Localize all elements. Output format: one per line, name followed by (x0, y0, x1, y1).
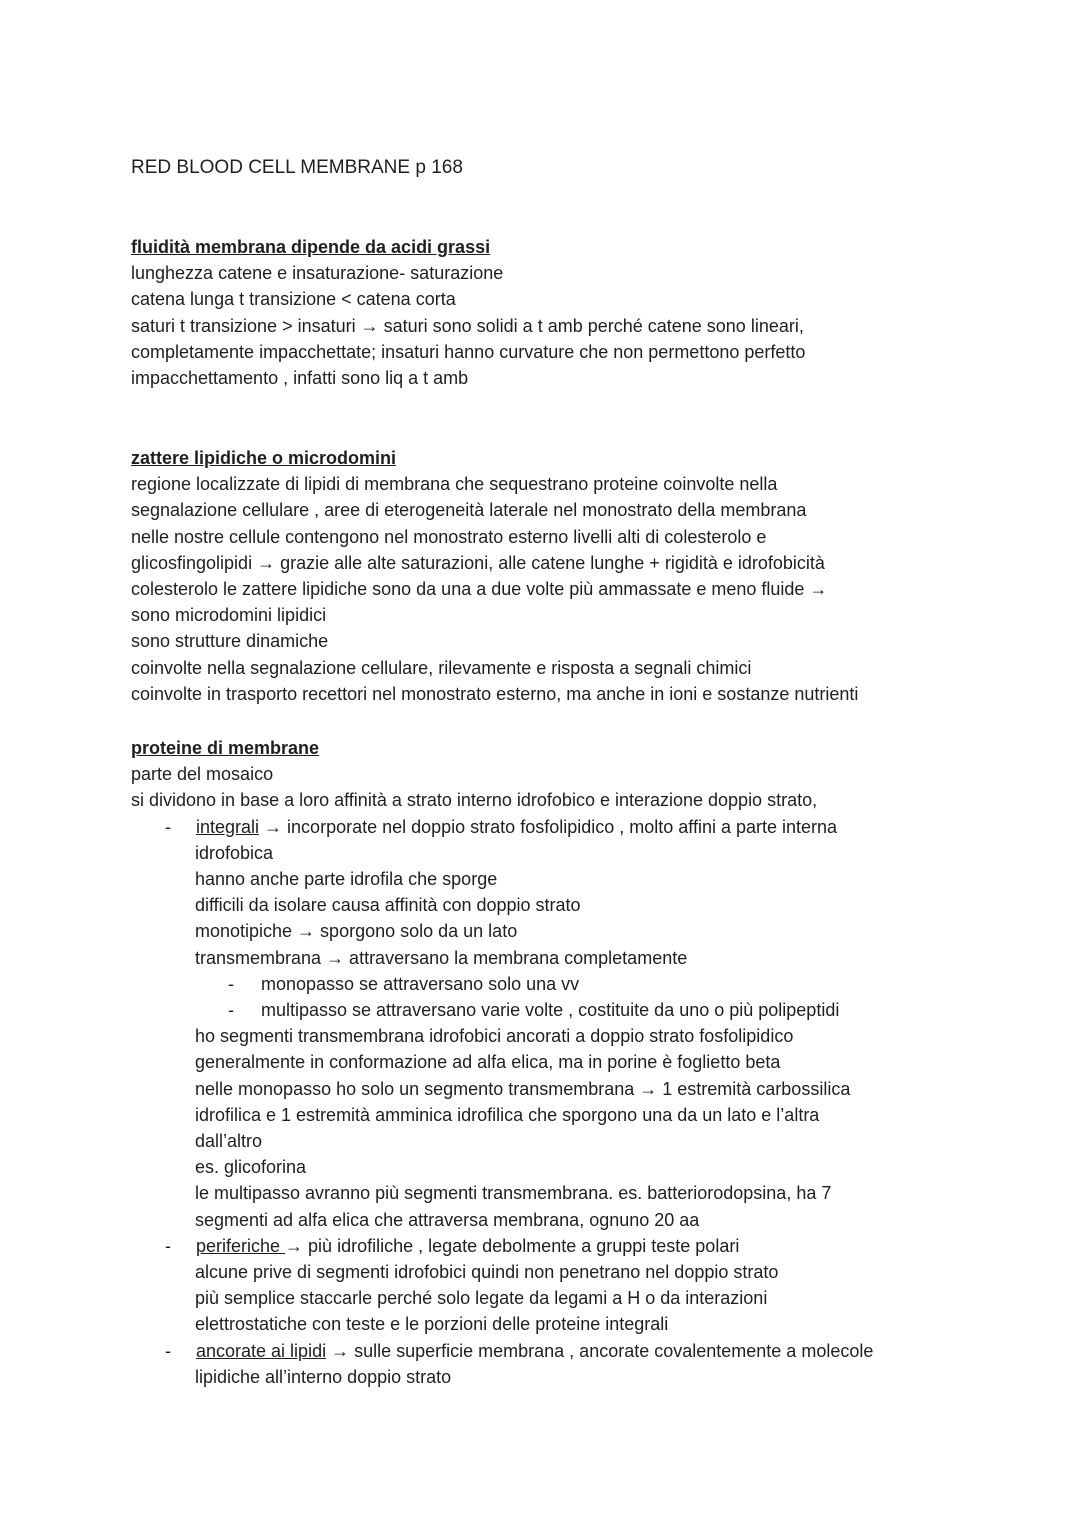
text-line: segnalazione cellulare , aree di eterogeneità laterale nel monostrato della membrana (131, 500, 807, 521)
text-line: colesterolo le zattere lipidiche sono da una a due volte più ammassate e meno fluide → (131, 579, 828, 600)
sub-bullet-multipasso (131, 997, 1011, 1023)
bullet-text: → sulle superficie membrana , ancorate covalentemente a molecole (326, 1340, 874, 1361)
sub-bullet-text: monopasso se attraversano solo una vv (261, 973, 580, 994)
bullet-dash: - (165, 1235, 171, 1256)
text-line: glicosfingolipidi → grazie alle alte saturazioni, alle catene lunghe + rigidità e idrofobicità (131, 552, 825, 573)
text-line: lunghezza catene e insaturazione- saturazione (131, 263, 504, 284)
text-line: hanno anche parte idrofila che sporge (195, 869, 498, 890)
section-fluidita (131, 234, 1011, 391)
text-line: transmembrana → attraversano la membrana completamente (195, 947, 688, 968)
text-line: coinvolte in trasporto recettori nel monostrato esterno, ma anche in ioni e sostanze nutrienti (131, 683, 859, 704)
bullet-dash: - (228, 1000, 234, 1021)
text-line: più semplice staccarle perché solo legate da legami a H o da interazioni (195, 1288, 768, 1309)
term-periferiche: periferiche (196, 1235, 286, 1256)
bullet-dash: - (165, 816, 171, 837)
text-line: idrofilica e 1 estremità amminica idrofilica che sporgono una da un lato e l’altra (195, 1104, 820, 1125)
text-line: completamente impacchettate; insaturi hanno curvature che non permettono perfetto (131, 341, 806, 362)
bullet-text: → più idrofiliche , legate debolmente a gruppi teste polari (285, 1235, 740, 1256)
text-line: segmenti ad alfa elica che attraversa membrana, ognuno 20 aa (195, 1209, 700, 1230)
term-ancorate: ancorate ai lipidi (196, 1340, 327, 1361)
bullet-periferiche (131, 1233, 1011, 1259)
sub-bullet-text: multipasso se attraversano varie volte , costituite da uno o più polipeptidi (261, 1000, 840, 1021)
text-line: si dividono in base a loro affinità a strato interno idrofobico e interazione doppio strato, (131, 790, 818, 811)
bullet-ancorate (131, 1338, 1011, 1364)
text-line: monotipiche → sporgono solo da un lato (195, 921, 518, 942)
text-line: alcune prive di segmenti idrofobici quindi non penetrano nel doppio strato (195, 1262, 779, 1283)
text-line: nelle nostre cellule contengono nel monostrato esterno livelli alti di colesterolo e (131, 526, 767, 547)
text-line: elettrostatiche con teste e le porzioni delle proteine integrali (195, 1314, 669, 1335)
text-line: catena lunga t transizione < catena corta (131, 289, 456, 310)
bullet-dash: - (165, 1340, 171, 1361)
section-heading: fluidità membrana dipende da acidi grassi (131, 237, 491, 257)
text-line: sono strutture dinamiche (131, 631, 329, 652)
section-heading: proteine di membrane (131, 738, 320, 758)
bullet-text: → incorporate nel doppio strato fosfolipidico , molto affini a parte interna (259, 816, 838, 837)
term-integrali: integrali (196, 816, 260, 837)
section-heading: zattere lipidiche o microdomini (131, 448, 397, 468)
page-title: RED BLOOD CELL MEMBRANE p 168 (131, 157, 463, 178)
bullet-integrali (131, 814, 1011, 840)
text-line: impacchettamento , infatti sono liq a t amb (131, 368, 469, 389)
text-line: regione localizzate di lipidi di membrana che sequestrano proteine coinvolte nella (131, 474, 778, 495)
text-line: ho segmenti transmembrana idrofobici ancorati a doppio strato fosfolipidico (195, 1026, 794, 1047)
bullet-dash: - (228, 973, 234, 994)
section-proteine (131, 735, 1011, 1390)
section-zattere (131, 445, 1011, 707)
text-line: nelle monopasso ho solo un segmento transmembrana → 1 estremità carbossilica (195, 1078, 851, 1099)
text-line: difficili da isolare causa affinità con doppio strato (195, 895, 581, 916)
text-line: lipidiche all’interno doppio strato (195, 1366, 452, 1387)
text-line: dall’altro (195, 1131, 263, 1152)
text-line: sono microdomini lipidici (131, 605, 327, 626)
text-line: le multipasso avranno più segmenti transmembrana. es. batteriorodopsina, ha 7 (195, 1183, 832, 1204)
text-line: generalmente in conformazione ad alfa elica, ma in porine è foglietto beta (195, 1052, 781, 1073)
text-line: es. glicoforina (195, 1157, 307, 1178)
text-line: coinvolte nella segnalazione cellulare, rilevamente e risposta a segnali chimici (131, 657, 752, 678)
text-line: parte del mosaico (131, 764, 274, 785)
sub-bullet-monopasso (131, 971, 1011, 997)
text-line: idrofobica (195, 842, 274, 863)
text-line: saturi t transizione > insaturi → saturi sono solidi a t amb perché catene sono lineari, (131, 315, 804, 336)
